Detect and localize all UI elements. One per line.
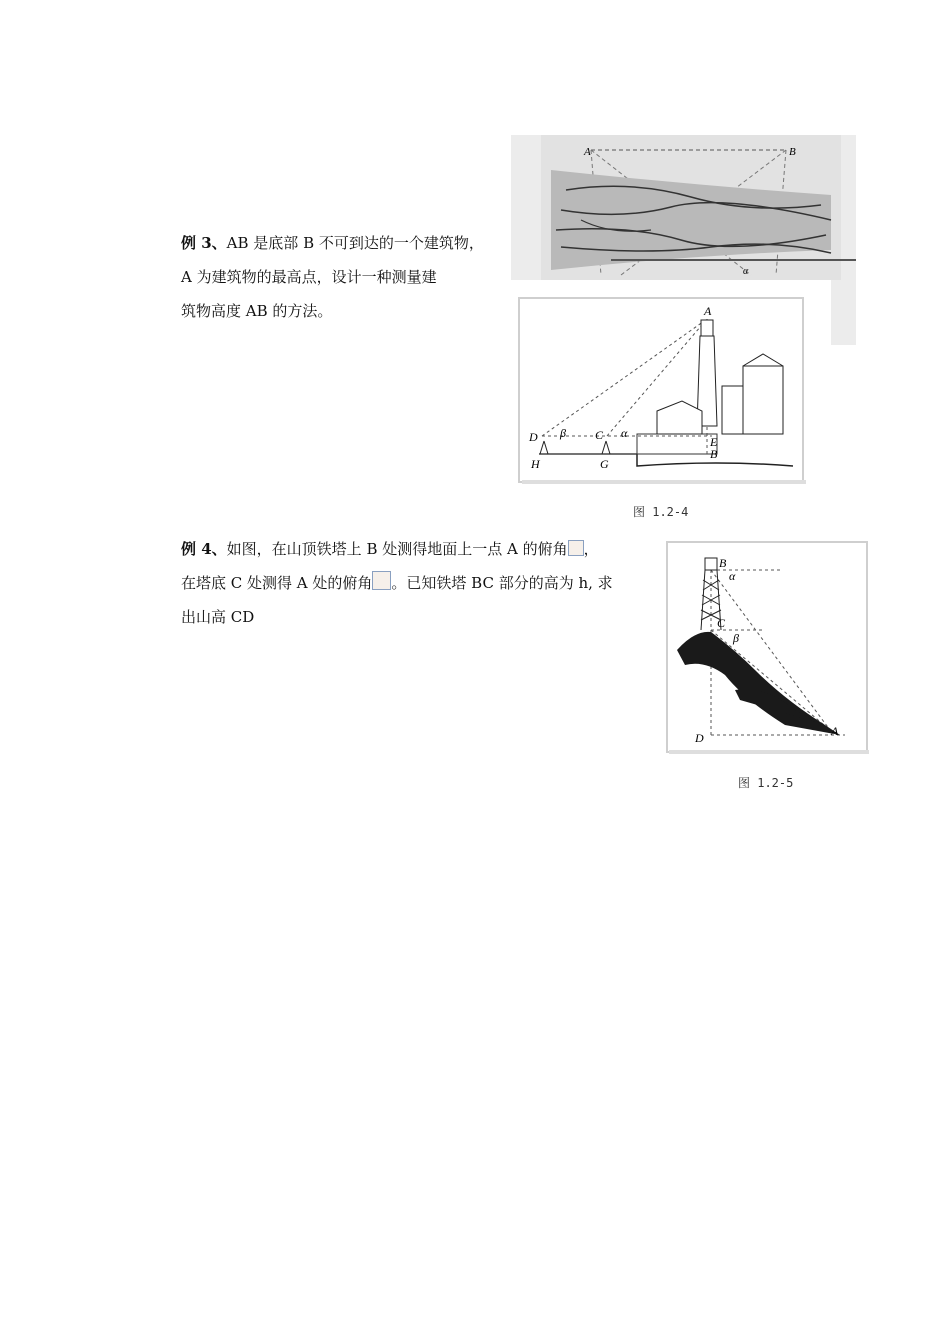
lh-label-alpha: α (621, 426, 628, 440)
river-label-b: B (789, 146, 796, 158)
mt-label-b: B (719, 556, 727, 570)
mt-label-beta: β (733, 631, 739, 645)
beta-image-icon (372, 571, 391, 590)
mt-label-c: C (717, 616, 726, 630)
lighthouse-figure (517, 296, 807, 486)
mt-label-a: A (831, 724, 839, 738)
lh-label-beta: β (560, 426, 566, 440)
example4-line1-text: 如图，在山顶铁塔上 B 处测得地面上一点 A 的俯角 (226, 540, 568, 558)
mountain-figure (665, 540, 870, 755)
lh-label-a: A (704, 304, 712, 318)
lh-label-b: B (710, 447, 718, 461)
example4-line2a: 在塔底 C 处测得 A 处的俯角 (181, 574, 373, 592)
example4-line2 (181, 566, 651, 600)
lh-label-g: G (600, 457, 609, 471)
example3-line2: A 为建筑物的最高点，设计一种测量建 (181, 268, 437, 286)
example4-line3: 出山高 CD (181, 608, 255, 626)
example4-line2b: 。已知铁塔 BC 部分的高为 h, 求 (391, 574, 613, 592)
example3-text (181, 226, 511, 328)
example3-line3: 筑物高度 AB 的方法。 (181, 302, 333, 320)
example4-line1-end: ， (583, 540, 599, 558)
example3-label: 例 3、 (181, 234, 227, 252)
example4-label: 例 4、 (181, 540, 227, 558)
lh-label-e: E (710, 435, 718, 449)
lh-label-d: D (529, 430, 538, 444)
lh-label-h: H (531, 457, 540, 471)
mt-label-d: D (695, 731, 704, 745)
example4-line1 (181, 532, 651, 566)
river-label-alpha: α (743, 266, 749, 277)
lh-label-c: C (595, 428, 604, 442)
mt-label-alpha: α (729, 569, 736, 583)
fig-1-2-5-caption: 图 1.2-5 (738, 776, 794, 790)
alpha-image-icon (568, 540, 584, 556)
fig-1-2-4-caption: 图 1.2-4 (633, 505, 689, 519)
example4-text (181, 532, 651, 634)
river-label-a: A (584, 146, 591, 158)
example3-line1-text: AB 是底部 B 不可到达的一个建筑物， (226, 234, 484, 252)
example3-line1 (181, 226, 511, 260)
